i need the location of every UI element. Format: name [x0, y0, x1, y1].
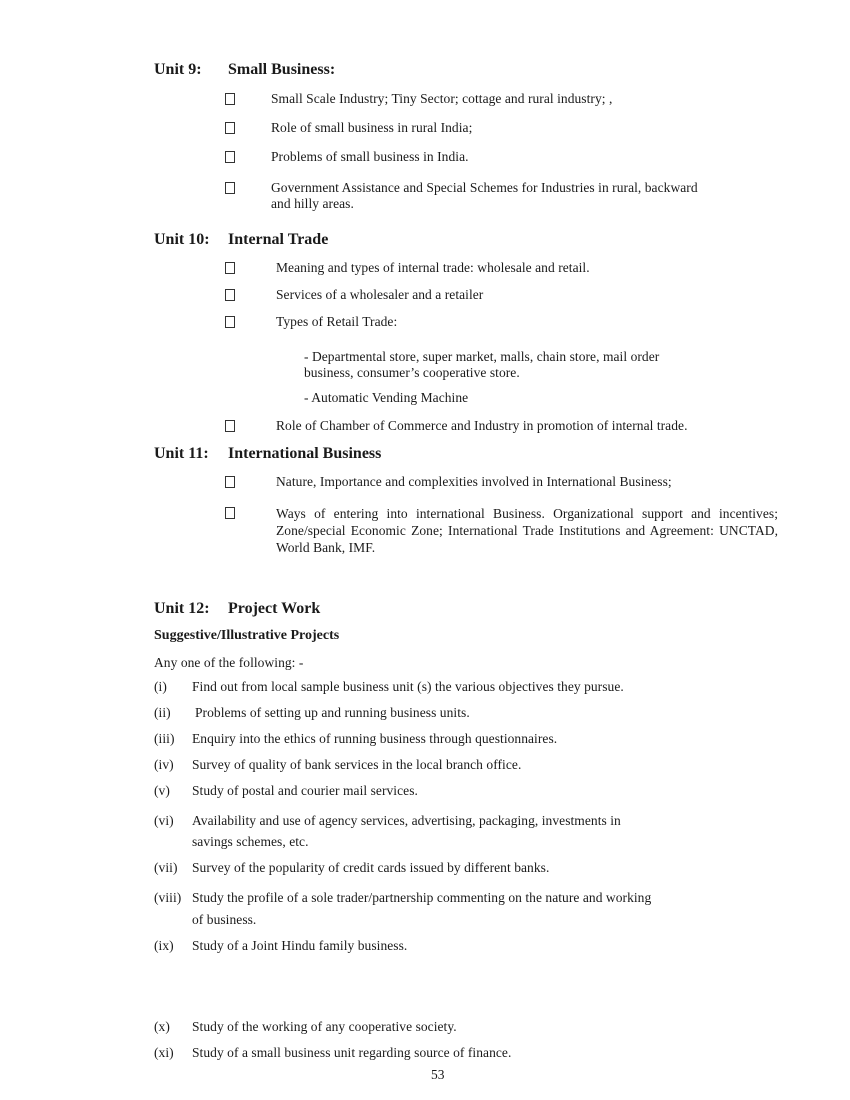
bullet-box-icon [225, 122, 235, 134]
unit-9-number: Unit 9: [154, 61, 202, 78]
page-number: 53 [431, 1067, 445, 1082]
project-text: Study of a small business unit regarding source of finance. [192, 1045, 512, 1060]
project-number: (ii) [154, 705, 171, 720]
project-text: Study of postal and courier mail services. [192, 783, 418, 798]
project-text: Survey of quality of bank services in the local branch office. [192, 757, 522, 772]
project-text: Study the profile of a sole trader/partnership commenting on the nature and working [192, 890, 652, 905]
project-text: Study of the working of any cooperative society. [192, 1019, 457, 1034]
unit-11-item-1: Nature, Importance and complexities involved in International Business; [276, 474, 672, 489]
bullet-box-icon [225, 420, 235, 432]
project-number: (xi) [154, 1045, 174, 1060]
unit-11-number: Unit 11: [154, 445, 209, 462]
projects-intro: Any one of the following: - [154, 655, 304, 670]
unit-10-item-3: Types of Retail Trade: [276, 314, 398, 329]
bullet-box-icon [225, 151, 235, 163]
bullet-box-icon [225, 476, 235, 488]
unit-12-title: Project Work [228, 600, 321, 617]
bullet-box-icon [225, 507, 235, 519]
unit-10-title: Internal Trade [228, 231, 329, 248]
unit-9-item-1: Small Scale Industry; Tiny Sector; cottage and rural industry; , [271, 91, 613, 106]
bullet-box-icon [225, 182, 235, 194]
unit-9-item-3: Problems of small business in India. [271, 149, 469, 164]
unit-9-item-4: Government Assistance and Special Schemes for Industries in rural, backward [271, 180, 698, 195]
project-text: Find out from local sample business unit (s) the various objectives they pursue. [192, 679, 624, 694]
project-text-cont: savings schemes, etc. [192, 834, 309, 849]
bullet-box-icon [225, 262, 235, 274]
unit-10-item-4: Role of Chamber of Commerce and Industry in promotion of internal trade. [276, 418, 688, 433]
unit-12-number: Unit 12: [154, 600, 210, 617]
project-text: Problems of setting up and running business units. [195, 705, 470, 720]
project-number: (iv) [154, 757, 174, 772]
project-number: (vi) [154, 813, 174, 828]
project-text-cont: of business. [192, 912, 257, 927]
project-text: Availability and use of agency services, advertising, packaging, investments in [192, 813, 621, 828]
bullet-box-icon [225, 316, 235, 328]
unit-11-title: International Business [228, 445, 382, 462]
bullet-box-icon [225, 93, 235, 105]
project-number: (v) [154, 783, 170, 798]
unit-10-item-1: Meaning and types of internal trade: wholesale and retail. [276, 260, 590, 275]
unit-10-sub-item-1: - Departmental store, super market, malls, chain store, mail order [304, 349, 660, 364]
unit-11-item-2: Ways of entering into international Business. Organizational support and incentives; Zone/special Economic Zone; International Trade Institutions and Agreement: UNCTAD, World Bank, IMF. [276, 506, 778, 555]
project-number: (ix) [154, 938, 174, 953]
unit-10-number: Unit 10: [154, 231, 210, 248]
project-number: (viii) [154, 890, 182, 905]
unit-9-item-2: Role of small business in rural India; [271, 120, 473, 135]
unit-9-item-4-cont: and hilly areas. [271, 196, 354, 211]
project-text: Survey of the popularity of credit cards issued by different banks. [192, 860, 550, 875]
project-number: (i) [154, 679, 167, 694]
unit-9-title: Small Business: [228, 61, 336, 78]
unit-10-item-2: Services of a wholesaler and a retailer [276, 287, 484, 302]
project-text: Enquiry into the ethics of running business through questionnaires. [192, 731, 558, 746]
project-text: Study of a Joint Hindu family business. [192, 938, 408, 953]
unit-10-sub-item-1-cont: business, consumer’s cooperative store. [304, 365, 520, 380]
project-number: (vii) [154, 860, 178, 875]
projects-subheading: Suggestive/Illustrative Projects [154, 628, 340, 643]
project-number: (x) [154, 1019, 170, 1034]
unit-10-sub-item-2: - Automatic Vending Machine [304, 390, 469, 405]
project-number: (iii) [154, 731, 175, 746]
bullet-box-icon [225, 289, 235, 301]
